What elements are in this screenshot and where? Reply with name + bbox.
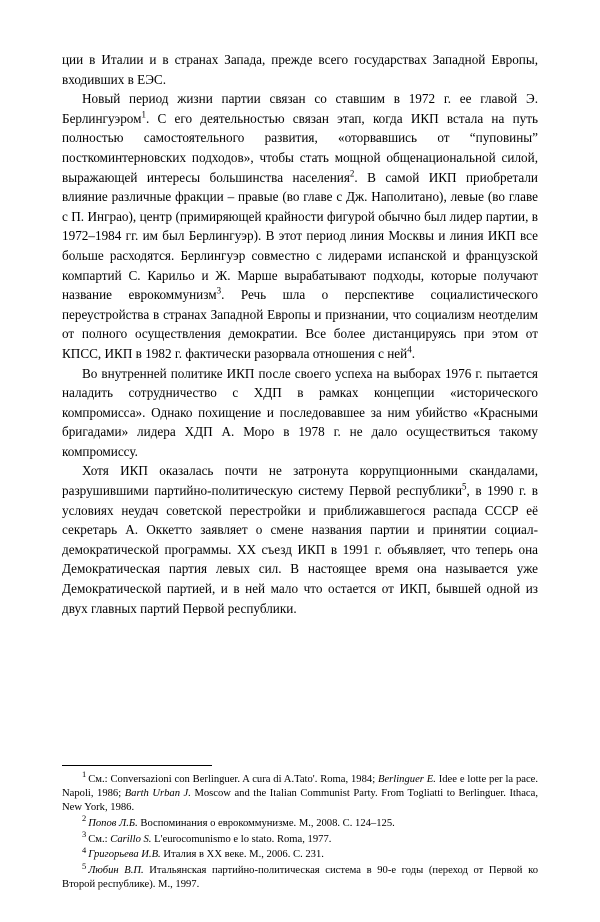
footnote-marker: 3	[82, 829, 87, 840]
footnote-reference: 4	[407, 344, 412, 355]
footnote-marker: 5	[82, 860, 87, 871]
italic-run: Berlinguer E.	[378, 773, 436, 785]
paragraph: Новый период жизни партии связан со ставшим в 1972 г. ее главой Э. Берлингуэром$^1$. С его деятельностью связан этап, когда ИКП встала на путь полностью самостоятельного развития, «оторвавшись от “пуповины” посткоминтерновских подходов», чтобы стать мощной общенациональной силой, выражающей интересы большинства населения$^2$. В самой ИКП приобретали влияние различные фракции – правые (во главе с Дж. Наполитано), левые (во главе с П. Инграо), центр (примиряющей крайности фигурой обычно был лидер партии, в 1972–1984 гг. им был Берлингуэр). В этот период линия Москвы и линия ИКП все больше расходятся. Берлингуэр совместно с лидерами испанской и французской компартий С. Карильо и Ж. Марше вырабатывают подходы, которые получают название еврокоммунизм$^3$. Речь шла о перспективе социалистического переустройства в странах Западной Европы и признании, что социализм неотделим от полного осуществления демократии. Все более дистанцируясь при этом от КПСС, ИКП в 1982 г. фактически разорвала отношения с ней$^4$.	[62, 91, 539, 361]
footnote-reference: 2	[349, 168, 355, 179]
italic-run: Barth Urban J.	[124, 788, 191, 800]
italic-run: Григорьева И.В.	[88, 849, 161, 861]
footnote-marker: 1	[82, 769, 87, 780]
italic-run: Любин В.П.	[88, 865, 144, 877]
footnote-list	[62, 769, 538, 893]
body-text-block	[62, 50, 538, 618]
footnote-marker: 4	[82, 844, 87, 855]
paragraph: Во внутренней политике ИКП после своего успеха на выборах 1976 г. пытается наладить сотрудничество с ХДП в рамках концепции «исторического компромисса». Однако похищение и последовавшее за ним убийство «Красными бригадами» лидера ХДП А. Моро в 1978 г. не дало осуществиться такому компромиссу.	[62, 365, 538, 459]
footnote-area	[62, 765, 538, 894]
footnote-marker: 2	[82, 813, 87, 824]
footnote-separator-rule	[62, 765, 212, 766]
footnote-reference: 3	[216, 285, 222, 296]
footnote-item: $^1$ См.: Conversazioni con Berlinguer. A cura di A.Tato'. Roma, 1984; Berlinguer E. Idee e lotte per la pace. Napoli, 1986; Barth Urban J. Moscow and the Italian Communist Party. From Togliatti to Berlinguer. Ithaca, New York, 1986.	[62, 769, 538, 814]
footnote-reference: 1	[141, 109, 146, 120]
footnote-reference: 5	[462, 481, 467, 492]
footnote-item: $^5$ Любин В.П. Итальянская партийно-политическая система в 90-е годы (переход от Первой ко Второй республике). М., 1997.	[62, 860, 538, 891]
footnote-item: $^2$ Попов Л.Б. Воспоминания о еврокоммунизме. М., 2008. С. 124–125.	[82, 813, 395, 829]
footnote-item: $^3$ См.: Carillo S. L'eurocomunismo e lo stato. Roma, 1977.	[82, 829, 332, 845]
paragraph: Хотя ИКП оказалась почти не затронута коррупционными скандалами, разрушившими партийно-политическую систему Первой республики$^5$, в 1990 г. в условиях неудач советской перестройки и приближавшегося распада СССР её секретарь А. Оккетто заявляет о смене названия партии и принятии социал-демократической программы. XX съезд ИКП в 1991 г. объявляет, что теперь она Демократическая партия левых сил. В настоящее время она называется уже Демократической партией, и в ней мало что остается от ИКП, бывшей одной из двух главных партий Первой республики.	[62, 463, 538, 616]
italic-run: Попов Л.Б.	[88, 817, 138, 829]
footnote-item: $^4$ Григорьева И.В. Италия в XX веке. М., 2006. С. 231.	[82, 844, 324, 861]
italic-run: Carillo S.	[110, 833, 152, 845]
paragraph: ции в Италии и в странах Запада, прежде всего государствах Западной Европы, входивших в ЕЭС.	[62, 52, 538, 87]
